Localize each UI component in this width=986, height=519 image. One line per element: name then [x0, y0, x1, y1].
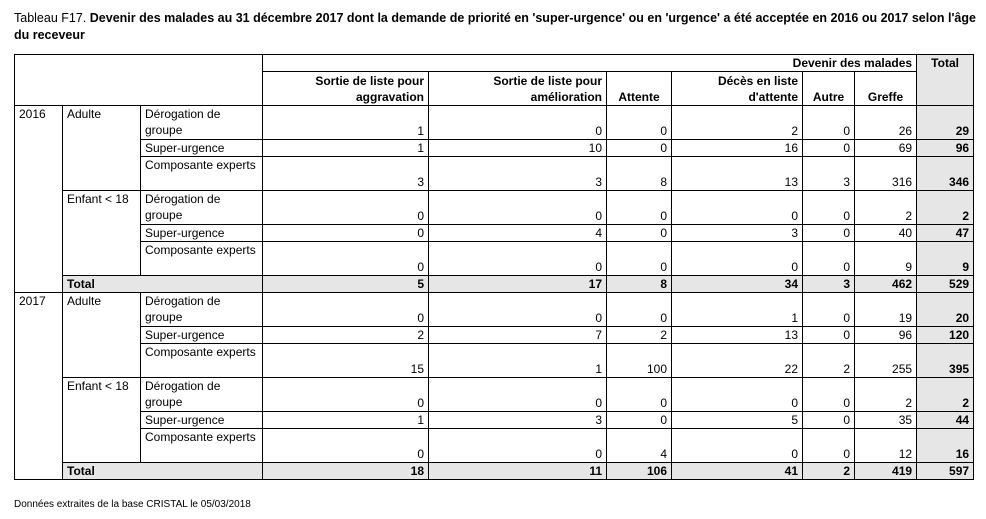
value-cell: 0	[607, 412, 672, 429]
row-total-cell: 346	[917, 157, 974, 191]
row-total-cell: 20	[917, 293, 974, 327]
row-label: Super-urgence	[141, 225, 263, 242]
total-label: Total	[63, 463, 263, 480]
value-cell: 316	[855, 157, 917, 191]
value-cell: 12	[855, 429, 917, 463]
header-total: Total	[917, 55, 974, 106]
row-total-cell: 120	[917, 327, 974, 344]
table-row	[15, 191, 974, 225]
column-header: Sortie de liste pour amélioration	[429, 72, 607, 106]
value-cell: 0	[607, 293, 672, 327]
row-total-cell: 16	[917, 429, 974, 463]
row-total-cell: 44	[917, 412, 974, 429]
row-label: Dérogation de groupe	[141, 378, 263, 412]
value-cell: 9	[855, 242, 917, 276]
value-cell: 10	[429, 140, 607, 157]
value-cell: 5	[672, 412, 803, 429]
header-corner	[15, 55, 263, 106]
source-note: Données extraites de la base CRISTAL le 05/03/2018	[14, 499, 251, 510]
age-group-cell: Enfant < 18	[63, 378, 141, 463]
row-label: Dérogation de groupe	[141, 106, 263, 140]
header-group: Devenir des malades	[263, 55, 917, 72]
value-cell: 3	[263, 157, 429, 191]
row-label: Composante experts	[141, 344, 263, 378]
total-value-cell: 34	[672, 276, 803, 293]
value-cell: 3	[803, 157, 855, 191]
value-cell: 0	[803, 429, 855, 463]
value-cell: 13	[672, 327, 803, 344]
value-cell: 0	[803, 378, 855, 412]
value-cell: 2	[803, 344, 855, 378]
value-cell: 0	[429, 106, 607, 140]
total-value-cell: 8	[607, 276, 672, 293]
value-cell: 0	[429, 191, 607, 225]
column-header: Greffe	[855, 72, 917, 106]
value-cell: 0	[429, 242, 607, 276]
value-cell: 0	[803, 242, 855, 276]
grand-total-cell: 529	[917, 276, 974, 293]
table-title	[14, 10, 976, 44]
value-cell: 1	[429, 344, 607, 378]
value-cell: 4	[429, 225, 607, 242]
row-label: Super-urgence	[141, 140, 263, 157]
table-number: Tableau F17.	[14, 11, 87, 25]
table-row	[15, 106, 974, 140]
value-cell: 35	[855, 412, 917, 429]
value-cell: 3	[429, 412, 607, 429]
value-cell: 2	[607, 327, 672, 344]
value-cell: 0	[607, 140, 672, 157]
value-cell: 3	[429, 157, 607, 191]
value-cell: 15	[263, 344, 429, 378]
value-cell: 2	[263, 327, 429, 344]
total-value-cell: 419	[855, 463, 917, 480]
table-row	[15, 225, 974, 242]
value-cell: 0	[803, 293, 855, 327]
value-cell: 0	[607, 378, 672, 412]
total-value-cell: 18	[263, 463, 429, 480]
value-cell: 0	[607, 106, 672, 140]
value-cell: 2	[855, 191, 917, 225]
value-cell: 1	[263, 412, 429, 429]
row-total-cell: 29	[917, 106, 974, 140]
value-cell: 0	[803, 106, 855, 140]
row-total-cell: 395	[917, 344, 974, 378]
value-cell: 13	[672, 157, 803, 191]
row-total-cell: 9	[917, 242, 974, 276]
value-cell: 0	[803, 191, 855, 225]
value-cell: 0	[263, 429, 429, 463]
value-cell: 0	[429, 293, 607, 327]
value-cell: 1	[263, 140, 429, 157]
data-table	[14, 54, 974, 480]
year-total-row	[15, 276, 974, 293]
table-row	[15, 344, 974, 378]
value-cell: 0	[803, 225, 855, 242]
table-row	[15, 378, 974, 412]
table-row	[15, 412, 974, 429]
column-header: Attente	[607, 72, 672, 106]
total-value-cell: 462	[855, 276, 917, 293]
row-label: Dérogation de groupe	[141, 293, 263, 327]
value-cell: 0	[607, 225, 672, 242]
table-row	[15, 140, 974, 157]
value-cell: 16	[672, 140, 803, 157]
value-cell: 4	[607, 429, 672, 463]
value-cell: 0	[803, 327, 855, 344]
value-cell: 26	[855, 106, 917, 140]
value-cell: 0	[672, 242, 803, 276]
value-cell: 0	[672, 191, 803, 225]
value-cell: 2	[855, 378, 917, 412]
row-label: Super-urgence	[141, 412, 263, 429]
total-value-cell: 3	[803, 276, 855, 293]
total-value-cell: 5	[263, 276, 429, 293]
grand-total-cell: 597	[917, 463, 974, 480]
table-row	[15, 293, 974, 327]
value-cell: 0	[263, 293, 429, 327]
value-cell: 96	[855, 327, 917, 344]
table-row	[15, 242, 974, 276]
row-label: Super-urgence	[141, 327, 263, 344]
total-value-cell: 106	[607, 463, 672, 480]
value-cell: 0	[672, 378, 803, 412]
value-cell: 0	[263, 191, 429, 225]
total-value-cell: 2	[803, 463, 855, 480]
value-cell: 19	[855, 293, 917, 327]
value-cell: 0	[429, 378, 607, 412]
age-group-cell: Enfant < 18	[63, 191, 141, 276]
column-header: Décès en liste d'attente	[672, 72, 803, 106]
age-group-cell: Adulte	[63, 293, 141, 378]
column-header: Sortie de liste pour aggravation	[263, 72, 429, 106]
value-cell: 7	[429, 327, 607, 344]
table-row	[15, 429, 974, 463]
value-cell: 0	[672, 429, 803, 463]
value-cell: 2	[672, 106, 803, 140]
row-label: Composante experts	[141, 242, 263, 276]
value-cell: 69	[855, 140, 917, 157]
row-label: Dérogation de groupe	[141, 191, 263, 225]
total-value-cell: 17	[429, 276, 607, 293]
year-total-row	[15, 463, 974, 480]
row-label: Composante experts	[141, 157, 263, 191]
value-cell: 255	[855, 344, 917, 378]
row-total-cell: 96	[917, 140, 974, 157]
value-cell: 0	[429, 429, 607, 463]
row-total-cell: 2	[917, 191, 974, 225]
row-total-cell: 2	[917, 378, 974, 412]
total-label: Total	[63, 276, 263, 293]
value-cell: 3	[672, 225, 803, 242]
value-cell: 40	[855, 225, 917, 242]
value-cell: 1	[672, 293, 803, 327]
value-cell: 1	[263, 106, 429, 140]
total-value-cell: 41	[672, 463, 803, 480]
value-cell: 0	[803, 412, 855, 429]
value-cell: 8	[607, 157, 672, 191]
value-cell: 22	[672, 344, 803, 378]
value-cell: 0	[607, 191, 672, 225]
total-value-cell: 11	[429, 463, 607, 480]
year-cell: 2017	[15, 293, 63, 480]
table-row	[15, 327, 974, 344]
value-cell: 0	[263, 225, 429, 242]
column-header: Autre	[803, 72, 855, 106]
row-total-cell: 47	[917, 225, 974, 242]
value-cell: 0	[607, 242, 672, 276]
value-cell: 0	[263, 242, 429, 276]
row-label: Composante experts	[141, 429, 263, 463]
value-cell: 0	[263, 378, 429, 412]
value-cell: 100	[607, 344, 672, 378]
table-caption: Devenir des malades au 31 décembre 2017 dont la demande de priorité en 'super-urgence' ou en 'urgence' a été acceptée en 2016 ou 2017 selon l'âge du receveur	[14, 11, 976, 42]
table-row	[15, 157, 974, 191]
value-cell: 0	[803, 140, 855, 157]
year-cell: 2016	[15, 106, 63, 293]
age-group-cell: Adulte	[63, 106, 141, 191]
